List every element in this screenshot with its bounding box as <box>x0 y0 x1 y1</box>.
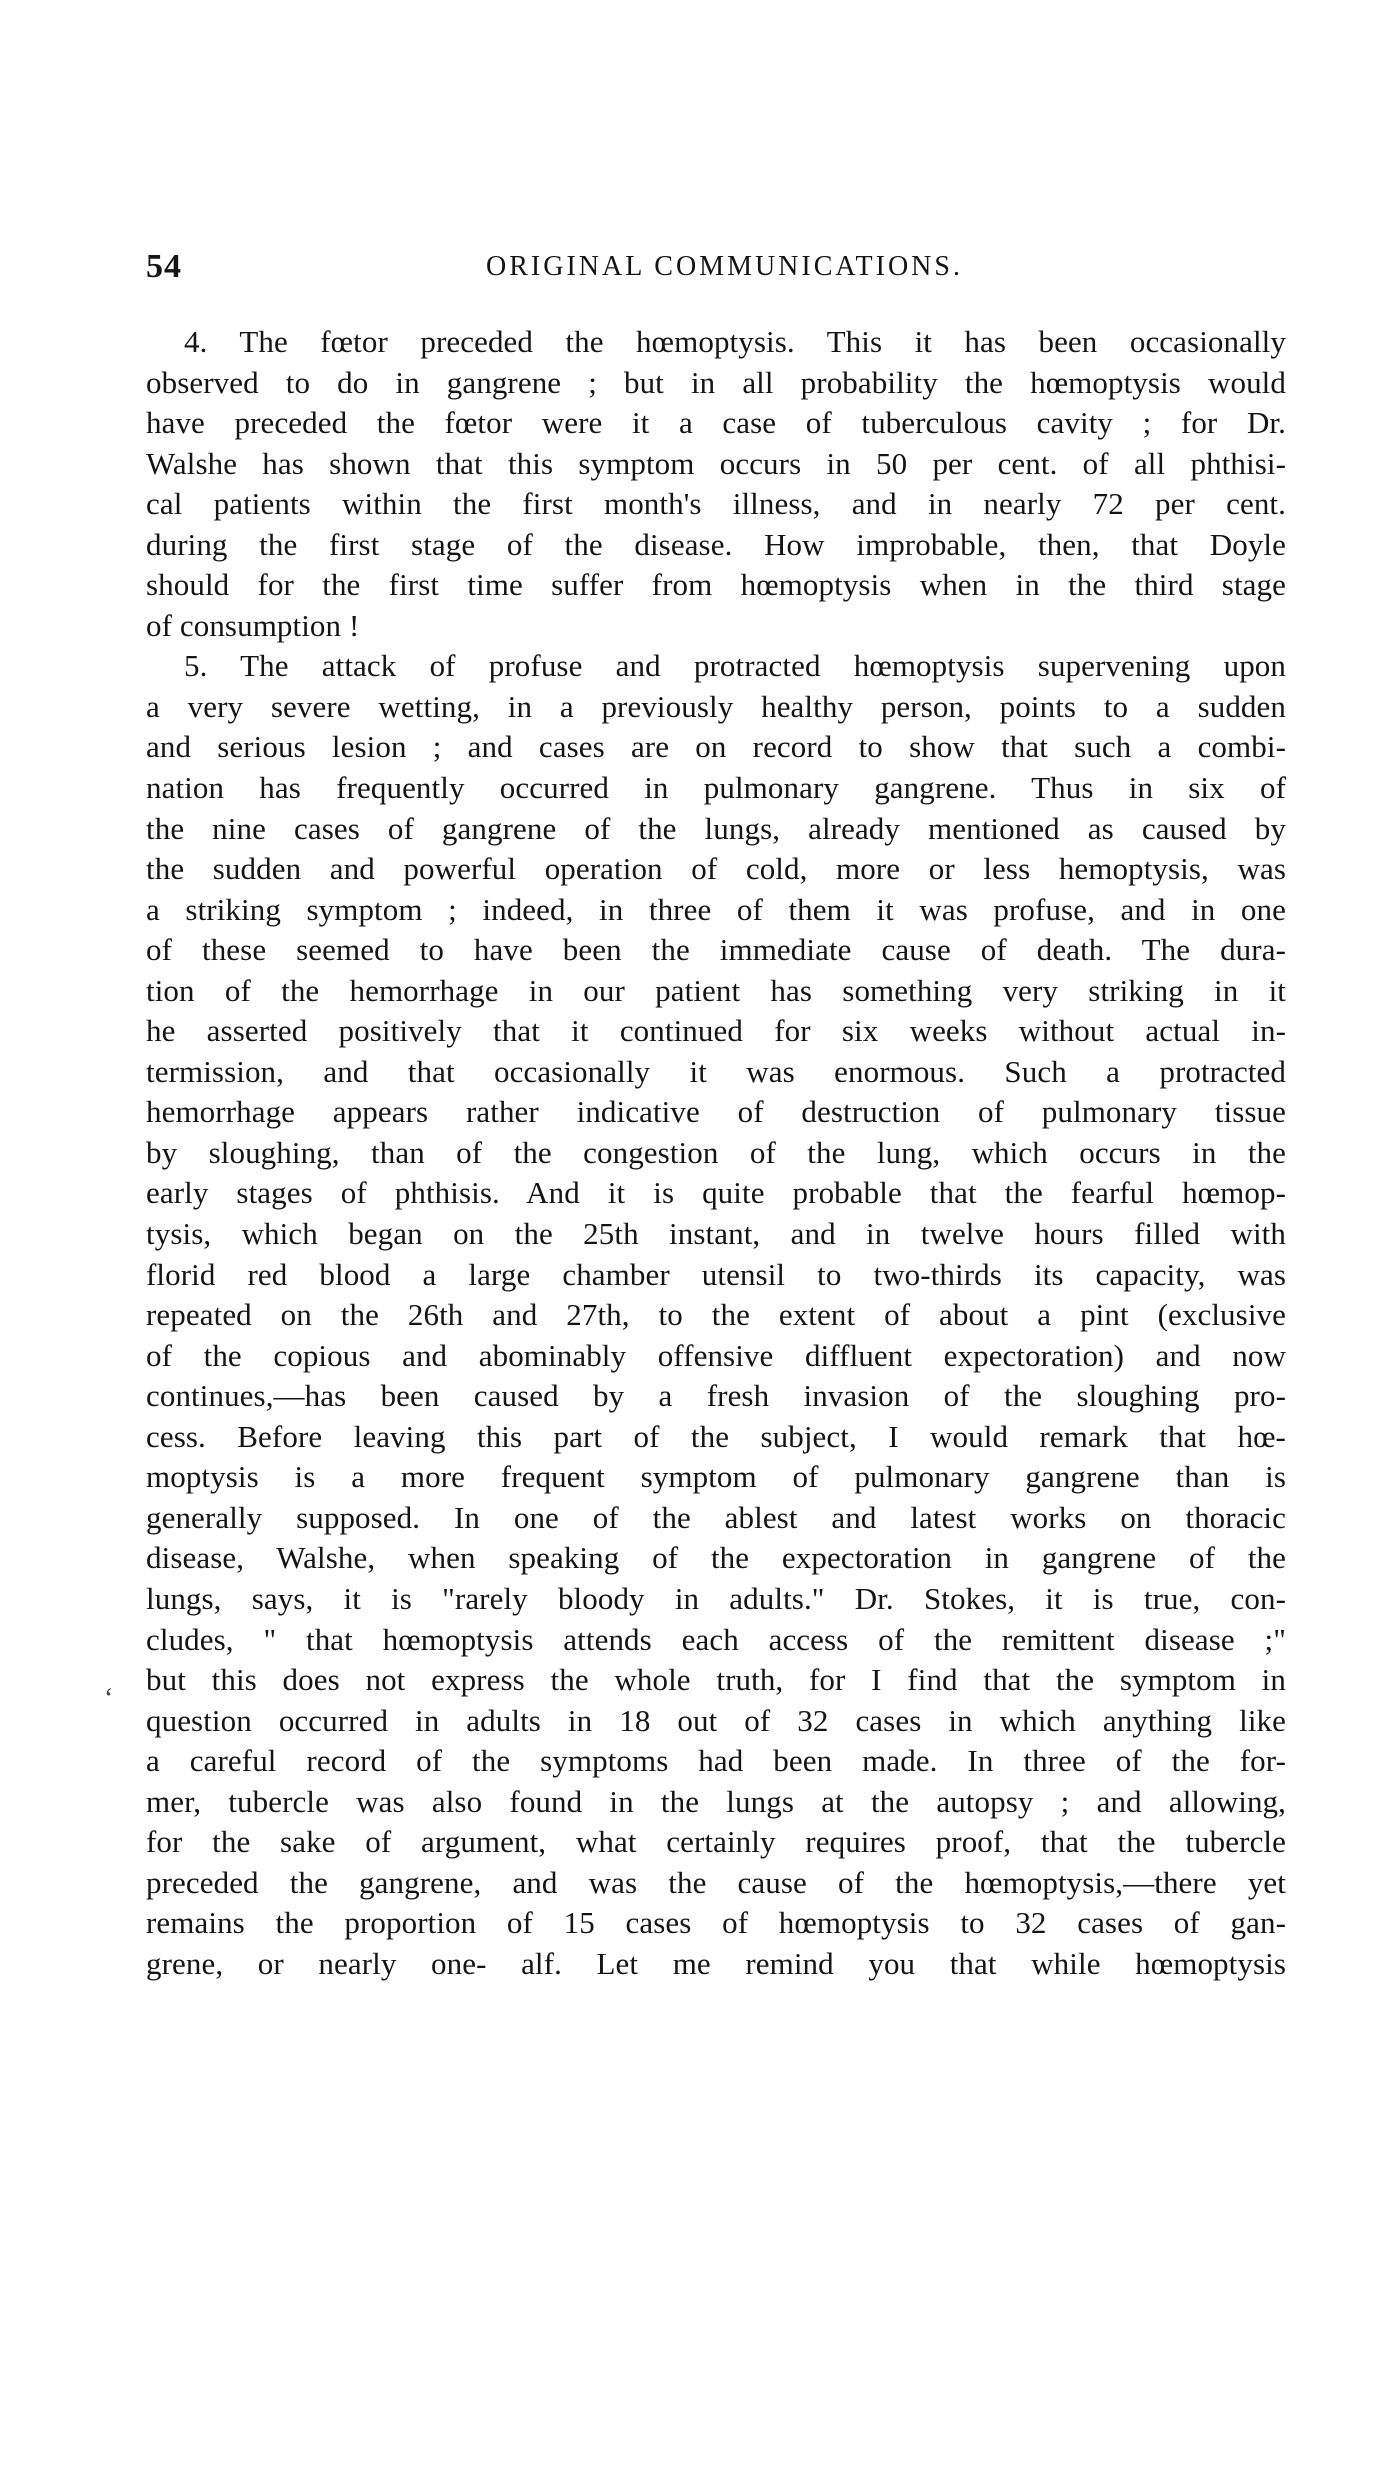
text-line: lungs, says, it is "rarely bloody in adults." Dr. Stokes, it is true, con- <box>146 1580 1286 1616</box>
text-line: florid red blood a large chamber utensil to two-thirds its capacity, was <box>146 1256 1286 1292</box>
text-line: preceded the gangrene, and was the cause of the hœmoptysis,—there yet <box>146 1864 1286 1900</box>
page-header <box>146 248 1286 292</box>
text-line: a striking symptom ; indeed, in three of them it was profuse, and in one <box>146 891 1286 927</box>
text-line: for the sake of argument, what certainly requires proof, that the tubercle <box>146 1824 1286 1860</box>
text-line: the nine cases of gangrene of the lungs, already mentioned as caused by <box>146 810 1286 846</box>
text-line: he asserted positively that it continued for six weeks without actual in- <box>146 1013 1286 1049</box>
text-line: the sudden and powerful operation of cold, more or less hemoptysis, was <box>146 851 1286 887</box>
text-line: grene, or nearly one- alf. Let me remind you that while hœmoptysis <box>146 1945 1286 1981</box>
text-line: hemorrhage appears rather indicative of destruction of pulmonary tissue <box>146 1094 1286 1130</box>
text-line: generally supposed. In one of the ablest and latest works on thoracic <box>146 1499 1286 1535</box>
text-line: moptysis is a more frequent symptom of pulmonary gangrene than is <box>146 1459 1286 1495</box>
page-number: 54 <box>146 248 182 285</box>
text-line: have preceded the fœtor were it a case of tuberculous cavity ; for Dr. <box>146 405 1286 441</box>
text-line: tysis, which began on the 25th instant, and in twelve hours filled with <box>146 1216 1286 1252</box>
text-line: should for the first time suffer from hœmoptysis when in the third stage <box>146 567 1286 603</box>
text-line: mer, tubercle was also found in the lungs at the autopsy ; and allowing, <box>146 1783 1286 1819</box>
margin-mark: ‘ <box>104 1683 114 1714</box>
text-line: of consumption ! <box>146 607 360 643</box>
text-line: by sloughing, than of the congestion of the lung, which occurs in the <box>146 1134 1286 1170</box>
text-line: and serious lesion ; and cases are on record to show that such a combi- <box>146 729 1286 765</box>
text-line: early stages of phthisis. And it is quite probable that the fearful hœmop- <box>146 1175 1286 1211</box>
text-line: tion of the hemorrhage in our patient has something very striking in it <box>146 972 1286 1008</box>
text-line: cludes, " that hœmoptysis attends each access of the remittent disease ;" <box>146 1621 1286 1657</box>
text-line: a careful record of the symptoms had been made. In three of the for- <box>146 1743 1286 1779</box>
text-line: question occurred in adults in 18 out of 32 cases in which anything like <box>146 1702 1286 1738</box>
text-line: 4. The fœtor preceded the hœmoptysis. This it has been occasionally <box>184 324 1286 359</box>
text-line: remains the proportion of 15 cases of hœmoptysis to 32 cases of gan- <box>146 1905 1286 1941</box>
running-head: ORIGINAL COMMUNICATIONS. <box>486 251 963 282</box>
text-line: 5. The attack of profuse and protracted hœmoptysis supervening upon <box>184 648 1286 684</box>
text-line: during the first stage of the disease. How improbable, then, that Doyle <box>146 526 1286 562</box>
text-line: termission, and that occasionally it was enormous. Such a protracted <box>146 1053 1286 1089</box>
text-line: disease, Walshe, when speaking of the expectoration in gangrene of the <box>146 1540 1286 1576</box>
text-line: a very severe wetting, in a previously healthy person, points to a sudden <box>146 688 1286 724</box>
text-line: of these seemed to have been the immediate cause of death. The dura- <box>146 932 1286 968</box>
text-line: observed to do in gangrene ; but in all probability the hœmoptysis would <box>146 364 1286 400</box>
body-text <box>146 322 1286 1984</box>
text-line: repeated on the 26th and 27th, to the extent of about a pint (exclusive <box>146 1297 1286 1333</box>
text-line: Walshe has shown that this symptom occurs in 50 per cent. of all phthisi- <box>146 445 1286 481</box>
text-line: nation has frequently occurred in pulmonary gangrene. Thus in six of <box>146 770 1286 806</box>
text-line: cess. Before leaving this part of the subject, I would remark that hœ- <box>146 1418 1286 1454</box>
text-line: but this does not express the whole truth, for I find that the symptom in <box>146 1662 1286 1698</box>
text-line: cal patients within the first month's illness, and in nearly 72 per cent. <box>146 486 1286 522</box>
text-line: continues,—has been caused by a fresh invasion of the sloughing pro- <box>146 1378 1286 1414</box>
text-line: of the copious and abominably offensive diffluent expectoration) and now <box>146 1337 1286 1373</box>
